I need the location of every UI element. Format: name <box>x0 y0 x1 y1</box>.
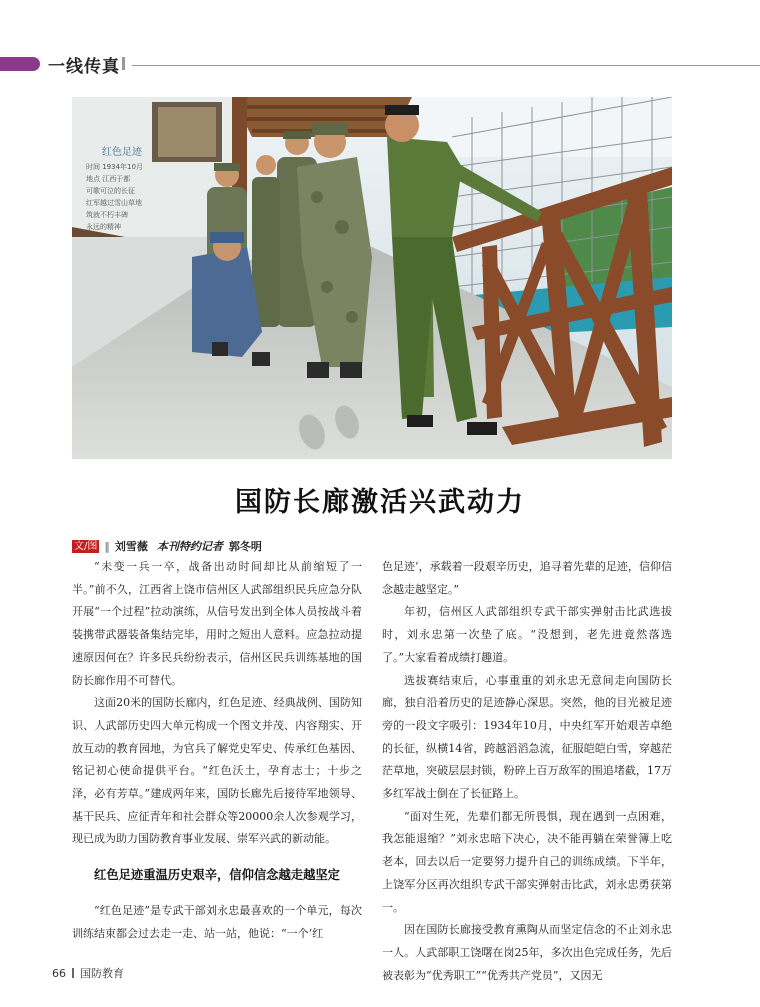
magazine-name: 国防教育 <box>80 967 124 980</box>
page-footer <box>52 965 124 981</box>
paragraph: “红色足迹”是专武干部刘永忠最喜欢的一个单元，每次训练结束都会过去走一走、站一站，他说：“一个‘红 <box>72 903 362 940</box>
article-column-right <box>382 556 672 987</box>
byline-tag: 文/图 <box>74 540 98 552</box>
svg-text:时间 1934年10月: 时间 1934年10月 <box>86 163 143 171</box>
svg-text:红军越过雪山草地: 红军越过雪山草地 <box>86 199 142 207</box>
article-subheading: 红色足迹重温历史艰辛，信仰信念越走越坚定 <box>94 868 340 883</box>
byline-separator: ‖ <box>104 539 110 553</box>
section-title-bar <box>122 57 125 70</box>
section-tab <box>0 57 40 71</box>
paragraph: 选拔赛结束后，心事重重的刘永忠无意间走向国防长廊，独自沿着历史的足迹静心深思。突然，他的目光被足迹旁的一段文字吸引：1934年10月，中央红军开始艰苦卓绝的长征，纵横14省，跨越滔滔急流，征服皑皑白雪，穿越茫茫草地，突破层层封锁，粉碎上百万敌军的围追堵截，17万多红军战士倒在了长征路上。 <box>382 673 672 801</box>
svg-text:永远的精神: 永远的精神 <box>86 223 121 231</box>
footer-separator <box>72 968 74 978</box>
author-name-2: 郭冬明 <box>228 540 262 553</box>
author-name: 刘雪薇 <box>114 540 148 553</box>
paragraph: 色足迹’，承载着一段艰辛历史，追寻着先辈的足迹，信仰信念越走越坚定。” <box>382 560 672 596</box>
section-title: 一线传真 <box>48 57 120 77</box>
section-rule <box>132 65 760 66</box>
article-title: 国防长廊激活兴武动力 <box>235 487 525 518</box>
article-column-left <box>72 556 362 945</box>
author-role: 本刊特约记者 <box>156 540 223 553</box>
photo-panel-heading: 红色足迹 <box>102 147 142 158</box>
byline <box>72 538 262 554</box>
paragraph: 因在国防长廊接受教育熏陶从而坚定信念的不止刘永忠一人。人武部职工饶曙在岗25年，多次出色完成任务，先后被表彰为“优秀职工”“优秀共产党员”，又因无 <box>382 923 672 982</box>
paragraph: “面对生死，先辈们都无所畏惧，现在遇到一点困难，我怎能退缩？”刘永忠暗下决心，决不能再躺在荣誉簿上吃老本，回去以后一定要努力提升自己的训练成绩。下半年，上饶军分区再次组织专武干部实弹射击比武，刘永忠勇获第一。 <box>382 809 672 914</box>
paragraph: 年初，信州区人武部组织专武干部实弹射击比武选拔时，刘永忠第一次垫了底。“没想到，老先进竟然落选了。”大家看着成绩打趣道。 <box>382 605 672 664</box>
svg-text:筑就不朽丰碑: 筑就不朽丰碑 <box>86 211 128 219</box>
paragraph: 这面20米的国防长廊内，红色足迹、经典战例、国防知识、人武部历史四大单元构成一个图文并茂、内容翔实、开放互动的教育园地，为官兵了解党史军史、传承红色基因、铭记初心使命提供平台。“红色沃土，孕育志士；十步之泽，必有芳草。”建成两年来，国防长廊先后接待军地领导、基干民兵、应征青年和社会群众等20000余人次参观学习，现已成为助力国防教育事业发展、崇军兴武的新动能。 <box>72 696 362 846</box>
svg-text:可歌可泣的长征: 可歌可泣的长征 <box>86 187 135 195</box>
paragraph: “未变一兵一卒，战备出动时间却比从前缩短了一半。”前不久，江西省上饶市信州区人武部组织民兵应急分队开展“一个过程”拉动演练，从信号发出到全体人员按战斗着装携带武器装备集结完毕，用时之短出人意料。应急拉动提速原因何在？许多民兵纷纷表示，信州区民兵训练基地的国防长廊作用不可替代。 <box>72 560 362 687</box>
svg-text:地点 江西于都: 地点 江西于都 <box>86 175 131 183</box>
page-number: 66 <box>52 967 66 980</box>
article-photo <box>72 97 672 459</box>
